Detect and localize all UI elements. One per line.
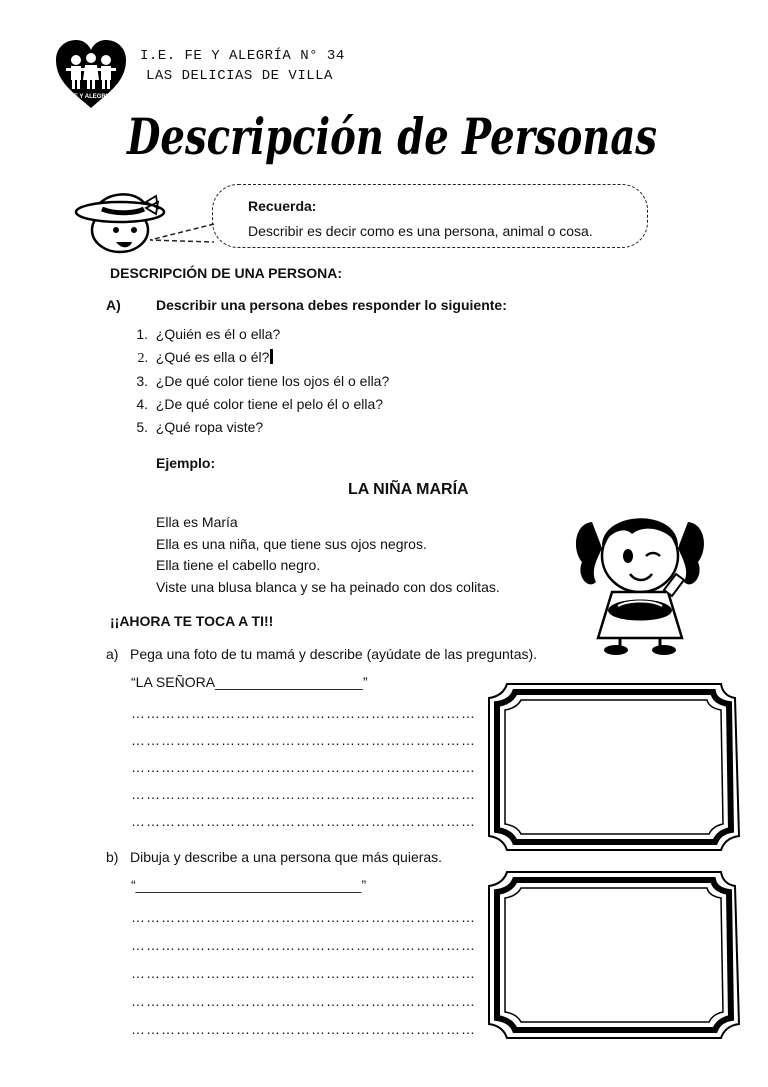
logo-text: FE Y ALEGRIA bbox=[70, 94, 112, 100]
example-label: Ejemplo: bbox=[156, 455, 216, 471]
item-b-label: b) bbox=[106, 849, 119, 865]
heart-children-logo bbox=[54, 38, 128, 110]
dotted-line: …………………………………………………………… bbox=[131, 813, 476, 829]
school-location: LAS DELICIAS DE VILLA bbox=[146, 68, 333, 84]
list-item: 3. ¿De qué color tiene los ojos él o ella? bbox=[136, 373, 390, 389]
text-cursor bbox=[270, 349, 273, 364]
item-a-text: Pega una foto de tu mamá y describe (ayúdate de las preguntas). bbox=[130, 646, 538, 662]
list-item: 1. ¿Quién es él o ella? bbox=[136, 326, 281, 342]
example-title: LA NIÑA MARÍA bbox=[348, 481, 469, 498]
activity-heading: ¡¡AHORA TE TOCA A TI!! bbox=[110, 613, 274, 629]
dotted-line: …………………………………………………………… bbox=[131, 909, 476, 925]
item-a-label: a) bbox=[106, 646, 119, 662]
item-a-answer-lines bbox=[131, 700, 487, 835]
example-line: Ella tiene el cabello negro. bbox=[156, 557, 321, 573]
item-b-text: Dibuja y describe a una persona que más quieras. bbox=[130, 849, 443, 865]
dotted-line: …………………………………………………………… bbox=[131, 937, 476, 953]
photo-frame-a bbox=[487, 682, 741, 852]
dotted-line: …………………………………………………………… bbox=[131, 993, 476, 1009]
school-name: I.E. FE Y ALEGRÍA N° 34 bbox=[140, 48, 345, 64]
part-a-instruction: Describir una persona debes responder lo siguiente: bbox=[156, 297, 507, 313]
list-item: 5. ¿Qué ropa viste? bbox=[136, 419, 264, 435]
reminder-heading: Recuerda: bbox=[248, 198, 317, 214]
page-title-text: Descripción de Personas bbox=[125, 107, 657, 166]
dotted-line: …………………………………………………………… bbox=[131, 759, 476, 775]
photo-frame-b bbox=[487, 870, 741, 1040]
list-item: 4. ¿De qué color tiene el pelo él o ella? bbox=[136, 396, 384, 412]
example-line: Ella es una niña, que tiene sus ojos negros. bbox=[156, 535, 427, 552]
page-title bbox=[120, 96, 665, 176]
dotted-line: …………………………………………………………… bbox=[131, 705, 476, 721]
dotted-line: …………………………………………………………… bbox=[131, 1021, 476, 1037]
item-a-title-line: “LA SEÑORA___________________” bbox=[131, 674, 368, 690]
question-list bbox=[130, 323, 389, 439]
item-b-title-line: “_____________________________” bbox=[131, 877, 367, 893]
speech-connector bbox=[148, 218, 218, 246]
dotted-line: …………………………………………………………… bbox=[131, 732, 476, 748]
reminder-text: Describir es decir como es una persona, animal o cosa. bbox=[248, 223, 593, 239]
section-heading: DESCRIPCIÓN DE UNA PERSONA: bbox=[110, 265, 343, 281]
example-line: Ella es María bbox=[156, 514, 238, 530]
girl-with-pigtails-icon bbox=[572, 500, 708, 656]
example-line: Viste una blusa blanca y se ha peinado con dos colitas. bbox=[156, 578, 500, 595]
dotted-line: …………………………………………………………… bbox=[131, 786, 476, 802]
part-a-label: A) bbox=[106, 297, 121, 313]
item-b-answer-lines bbox=[131, 903, 487, 1043]
dotted-line: …………………………………………………………… bbox=[131, 965, 476, 981]
example-text bbox=[156, 512, 500, 598]
list-item: 2. ¿Qué es ella o él? bbox=[130, 346, 389, 370]
